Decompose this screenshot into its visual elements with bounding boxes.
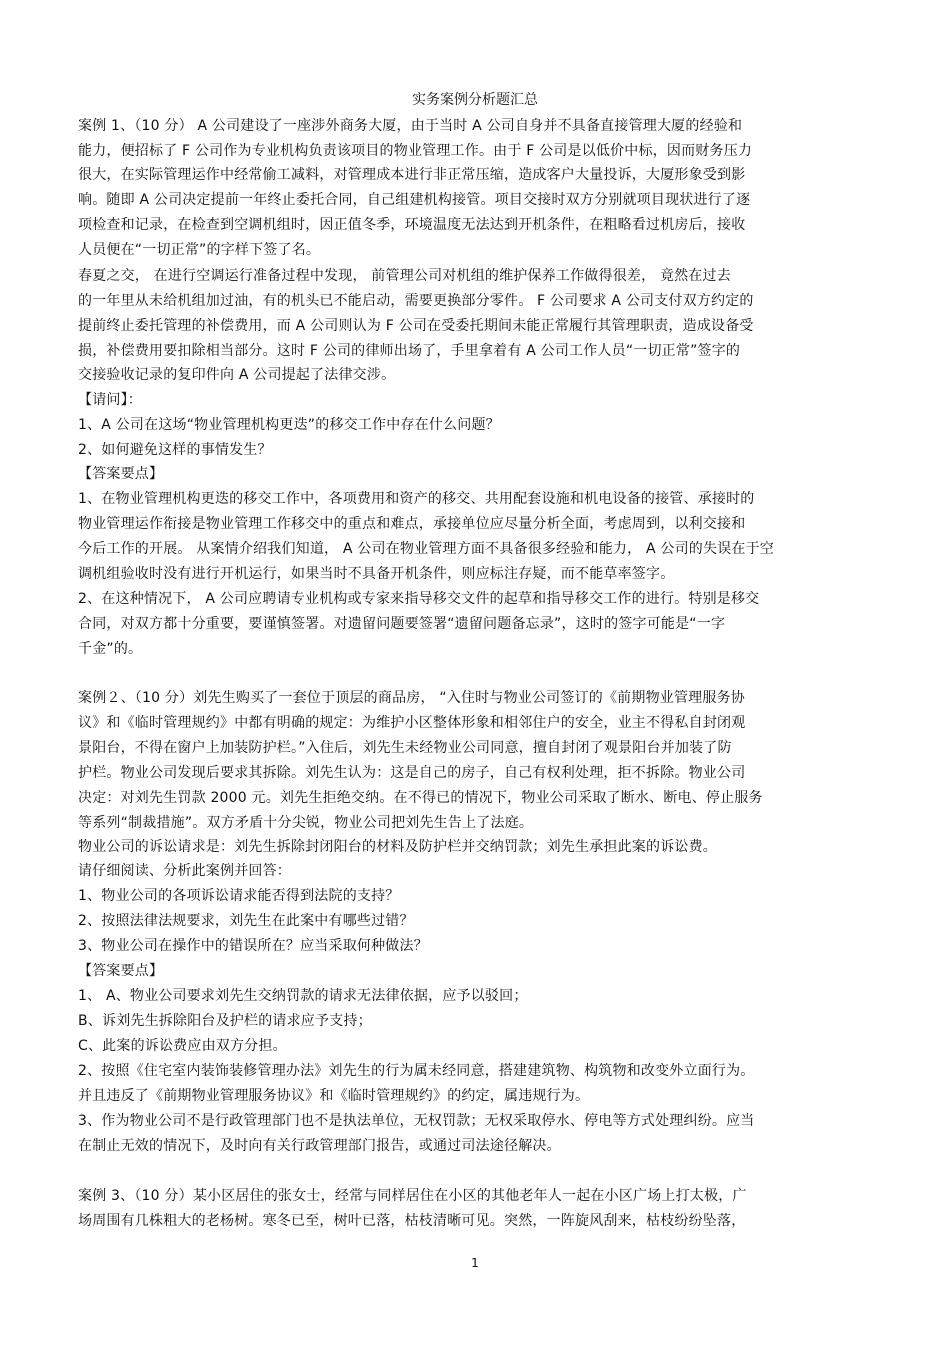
text-line: 景阳台，不得在窗户上加装防护栏。”入住后，刘先生未经物业公司同意，擅自封闭了观景阳台并加装了防 xyxy=(78,740,732,756)
text-line: 等系列“制裁措施”。双方矛盾十分尖锐，物业公司把刘先生告上了法庭。 xyxy=(78,815,534,831)
section-heading: 【答案要点】 xyxy=(78,466,164,482)
text-line: 3、作为物业公司不是行政管理部门也不是执法单位，无权罚款；无权采取停水、停电等方式处理纠纷。应当 xyxy=(78,1113,755,1129)
text-line: 千金”的。 xyxy=(78,641,143,657)
text-line: 案例 3、（10 分）某小区居住的张女士，经常与同样居住在小区的其他老年人一起在小区广场上打太极，广 xyxy=(78,1188,747,1204)
text-line: 损，补偿费用要扣除相当部分。这时 F 公司的律师出场了，手里拿着有 A 公司工作人员“一切正常”签字的 xyxy=(78,343,741,359)
text-line: 2、在这种情况下， A 公司应聘请专业机构或专家来指导移交文件的起草和指导移交工作的进行。特别是移交 xyxy=(78,591,760,607)
document-title: 实务案例分析题汇总 xyxy=(412,92,538,108)
text-line: 合同，对双方都十分重要，要谨慎签署。对遗留问题要签署“遗留问题备忘录”，这时的签字可能是“一字 xyxy=(78,616,726,632)
section-heading: 【请问】： xyxy=(78,392,142,408)
text-line: 交接验收记录的复印件向 A 公司提起了法律交涉。 xyxy=(78,367,396,383)
text-line: 决定：对刘先生罚款 2000 元。刘先生拒绝交纳。在不得已的情况下，物业公司采取了断水、断电、停止服务 xyxy=(78,790,763,806)
text-line: 请仔细阅读、分析此案例并回答： xyxy=(78,863,291,879)
text-line: 很大，在实际管理运作中经常偷工减料，对管理成本进行非正常压缩，造成客户大量投诉，大厦形象受到影 xyxy=(78,167,746,183)
text-line: 在制止无效的情况下，及时向有关行政管理部门报告，或通过司法途径解决。 xyxy=(78,1138,561,1154)
text-line: 2、按照《住宅室内装饰装修管理办法》刘先生的行为属未经同意，搭建建筑物、构筑物和改变外立面行为。 xyxy=(78,1063,755,1079)
text-line: 案例 1、（10 分） A 公司建设了一座涉外商务大厦，由于当时 A 公司自身并不具备直接管理大厦的经验和 xyxy=(78,118,743,134)
question-item: 1、物业公司的各项诉讼请求能否得到法院的支持？ xyxy=(78,888,400,904)
text-line: 提前终止委托管理的补偿费用，而 A 公司则认为 F 公司在受委托期间未能正常履行其管理职责，造成设备受 xyxy=(78,318,754,334)
text-line: 护栏。物业公司发现后要求其拆除。刘先生认为：这是自己的房子，自己有权利处理，拒不拆除。物业公司 xyxy=(78,765,746,781)
text-line: 议》和《临时管理规约》中都有明确的规定：为维护小区整体形象和相邻住户的安全，业主不得私自封闭观 xyxy=(78,715,746,731)
text-line: 的一年里从未给机组加过油，有的机头已不能启动，需要更换部分零件。 F 公司要求 A 公司支付双方约定的 xyxy=(78,293,754,309)
text-line: 案例２、（10 分）刘先生购买了一套位于顶层的商品房， “入住时与物业公司签订的《前期物业管理服务协 xyxy=(78,690,745,706)
page-number: 1 xyxy=(471,1256,479,1270)
answer-item: C、此案的诉讼费应由双方分担。 xyxy=(78,1038,287,1054)
text-line: 响。随即 A 公司决定提前一年终止委托合同，自己组建机构接管。项目交接时双方分别就项目现状进行了逐 xyxy=(78,192,751,208)
text-line: 能力，便招标了 F 公司作为专业机构负责该项目的物业管理工作。由于 F 公司是以低价中标，因而财务压力 xyxy=(78,143,753,159)
section-heading: 【答案要点】 xyxy=(78,963,164,979)
text-line: 人员便在“一切正常”的字样下签了名。 xyxy=(78,242,321,258)
question-item: 2、如何避免这样的事情发生？ xyxy=(78,442,272,458)
text-line: 1、在物业管理机构更迭的移交工作中，各项费用和资产的移交、共用配套设施和机电设备的接管、承接时的 xyxy=(78,491,755,507)
question-item: 2、按照法律法规要求，刘先生在此案中有哪些过错？ xyxy=(78,913,414,929)
text-line: 今后工作的开展。 从案情介绍我们知道， A 公司在物业管理方面不具备很多经验和能力， A 公司的失误在于空 xyxy=(78,541,775,557)
text-line: 项检查和记录，在检查到空调机组时，因正值冬季，环境温度无法达到开机条件，在粗略看过机房后，接收 xyxy=(78,217,746,233)
answer-item: 1、 A、物业公司要求刘先生交纳罚款的请求无法律依据，应予以驳回； xyxy=(78,988,528,1004)
text-line: 物业管理运作衔接是物业管理工作移交中的重点和难点，承接单位应尽量分析全面，考虑周到，以利交接和 xyxy=(78,516,746,532)
text-line: 场周围有几株粗大的老杨树。寒冬已至，树叶已落，枯枝清晰可见。突然，一阵旋风刮来，枯枝纷纷坠落， xyxy=(78,1213,746,1229)
answer-item: B、诉刘先生拆除阳台及护栏的请求应予支持； xyxy=(78,1013,372,1029)
question-item: 1、A 公司在这场“物业管理机构更迭”的移交工作中存在什么问题？ xyxy=(78,417,500,433)
text-line: 并且违反了《前期物业管理服务协议》和《临时管理规约》的约定，属违规行为。 xyxy=(78,1088,590,1104)
question-item: 3、物业公司在操作中的错误所在？应当采取何种做法？ xyxy=(78,938,428,954)
text-line: 春夏之交， 在进行空调运行准备过程中发现， 前管理公司对机组的维护保养工作做得很差， 竟然在过去 xyxy=(78,268,731,284)
text-line: 调机组验收时没有进行开机运行，如果当时不具备开机条件，则应标注存疑，而不能草率签字。 xyxy=(78,566,675,582)
text-line: 物业公司的诉讼请求是：刘先生拆除封闭阳台的材料及防护栏并交纳罚款；刘先生承担此案的诉讼费。 xyxy=(78,839,717,855)
